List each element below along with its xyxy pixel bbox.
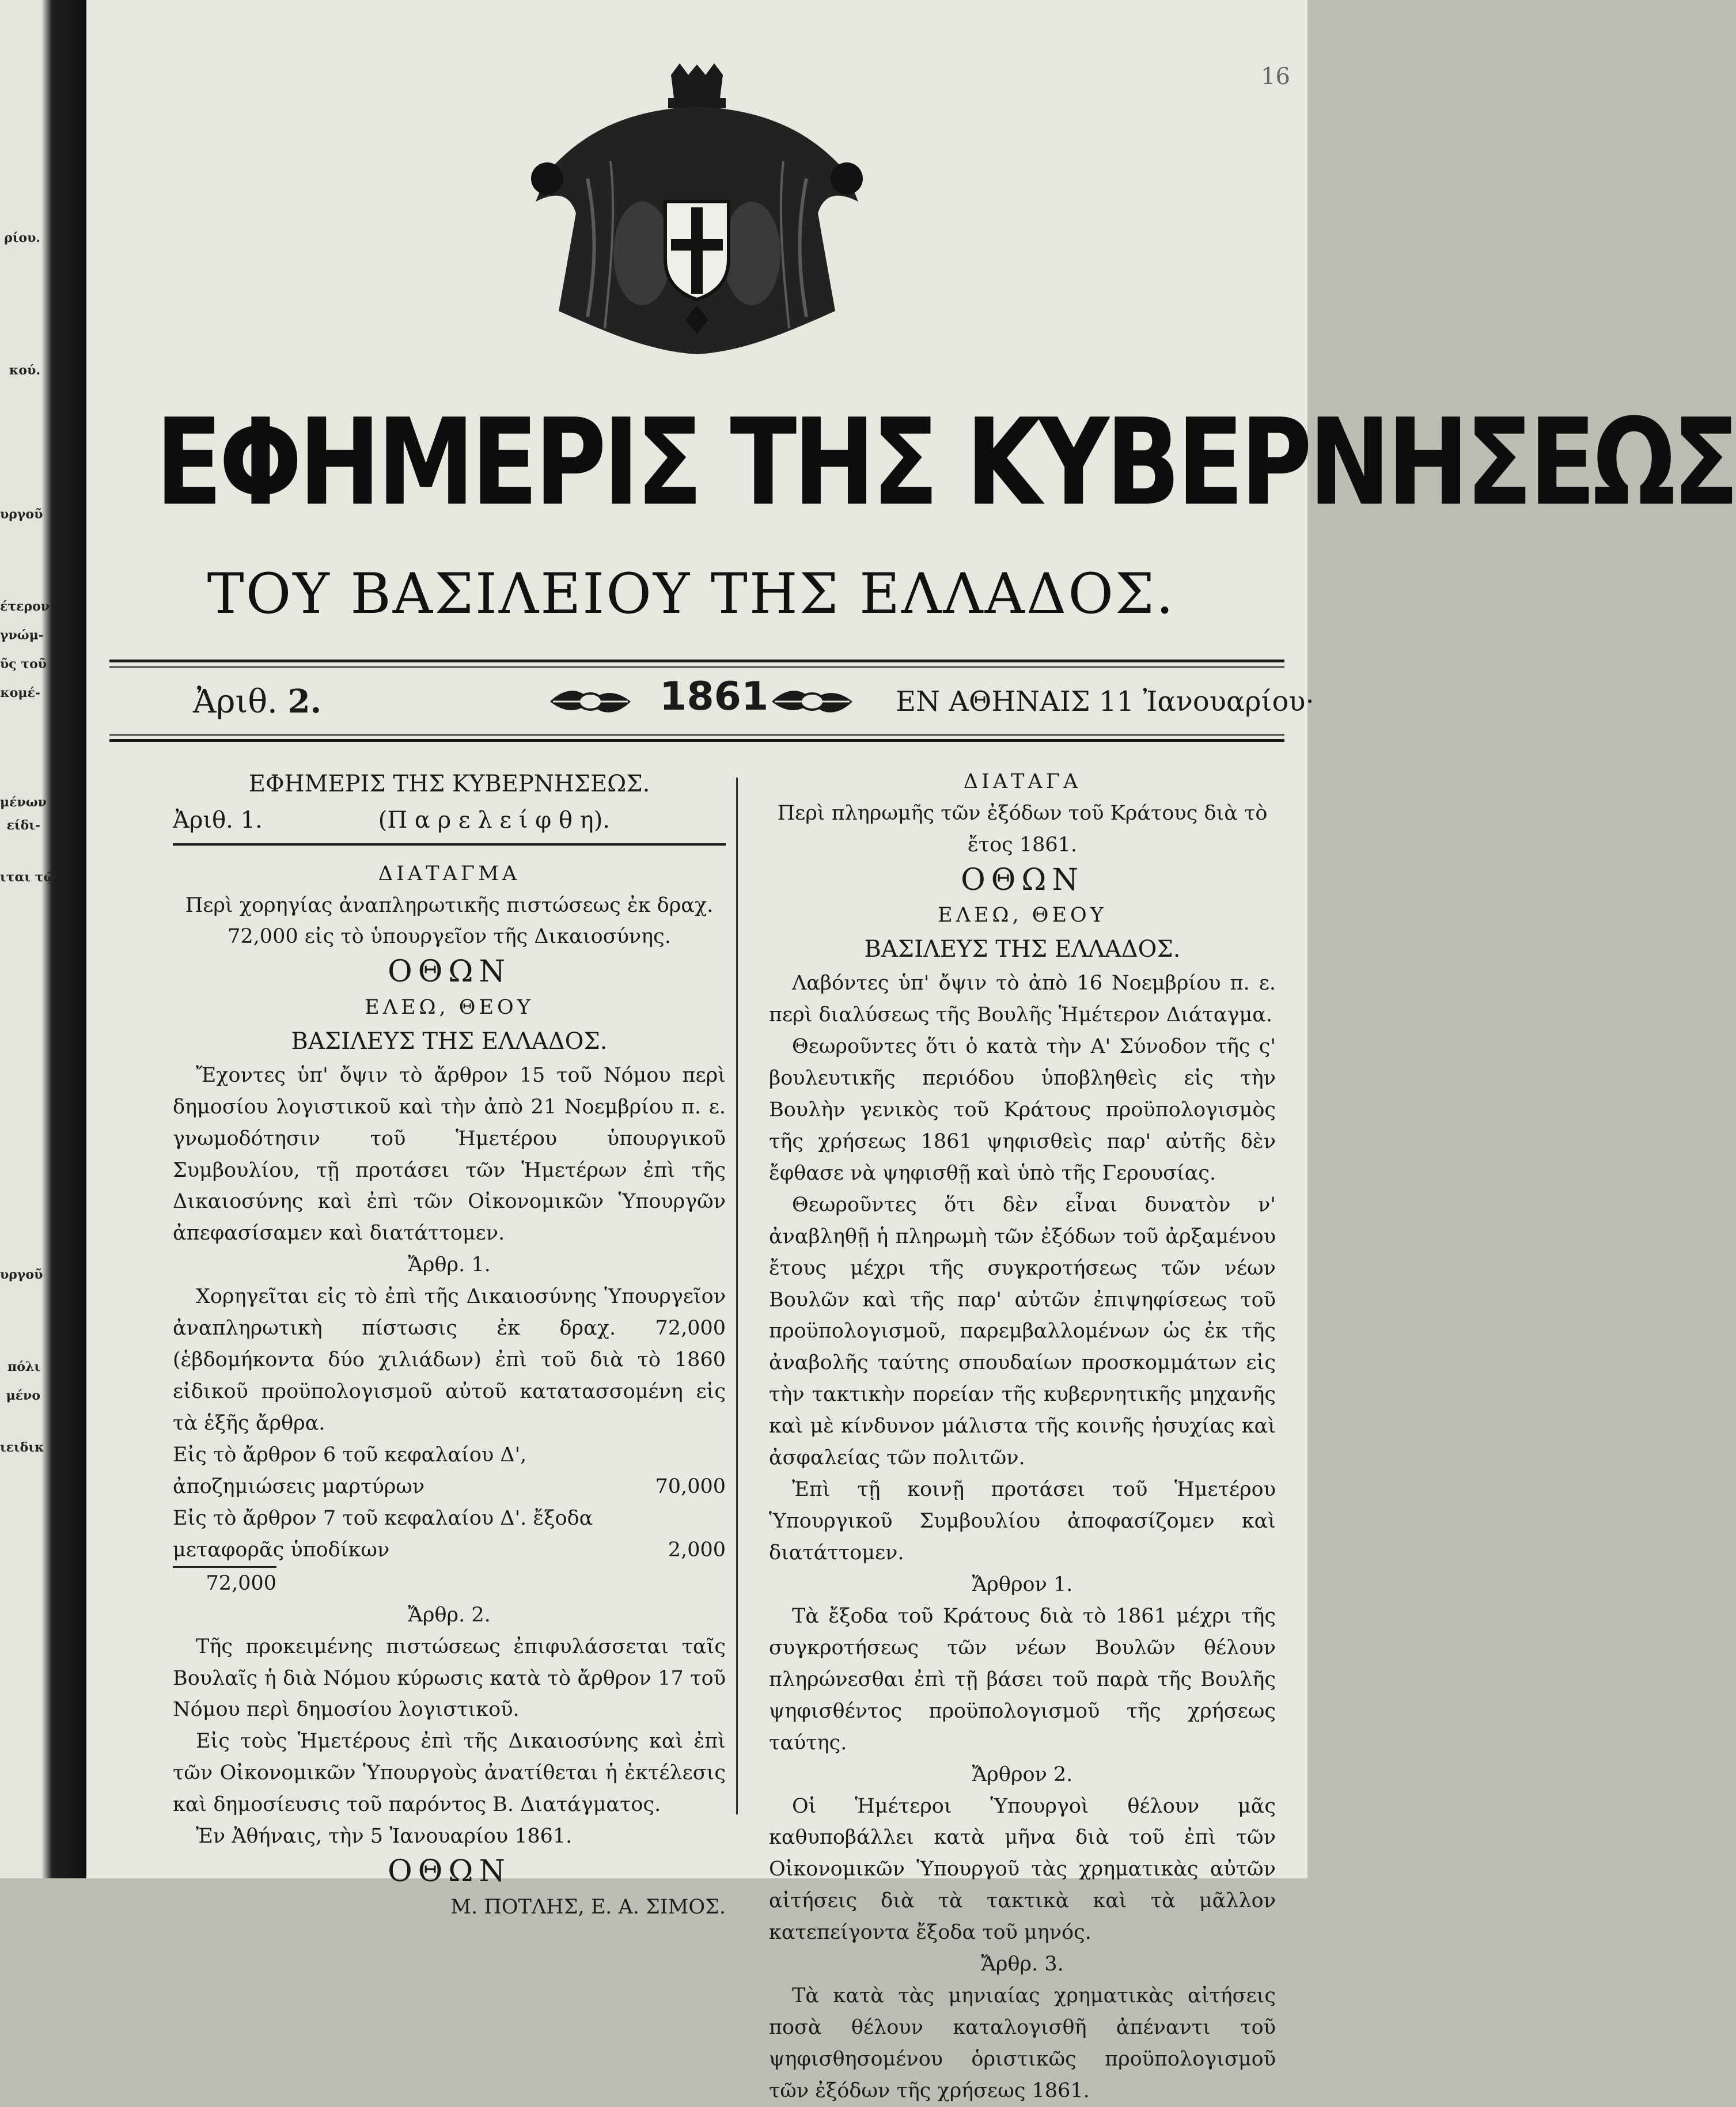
ornament-right-icon [769, 684, 855, 719]
ornament-left-icon [547, 684, 634, 719]
article-2-text: Τῆς προκειμένης πιστώσεως ἐπιφυλάσσεται ταῖς Βουλαῖς ἡ διὰ Νόμου κύρωσις κατὰ τὸ ἄρθρον 17 τοῦ Νόμου περὶ δημοσίου λογιστικοῦ. [173, 1635, 726, 1722]
article-1-text: Τὰ ἔξοδα τοῦ Κράτους διὰ τὸ 1861 μέχρι τῆς συγκροτήσεως τῶν νέων Βουλῶν θέλουν πληρώνεσθαι ἐπὶ τῇ βάσει τοῦ παρὰ τῆς Βουλῆς ψηφισθέντος προϋπολογισμοῦ τῆς χρήσεως ταύτης. [769, 1604, 1276, 1754]
right-column [769, 766, 1276, 2107]
issue-year: 1861 [659, 674, 769, 719]
royal-coat-of-arms-icon [524, 63, 870, 357]
margin-fragment: υργοῦ [0, 1267, 43, 1282]
budget-item [173, 1439, 726, 1503]
previous-issue-note: (Π α ρ ε λ ε ί φ θ η). [378, 806, 611, 833]
decree-subject: Περὶ χορηγίας ἀναπληρωτικῆς πιστώσεως ἐκ δραχ. 72,000 εἰς τὸ ὑπουργεῖον τῆς Δικαιοσύνης. [185, 893, 714, 949]
issue-date: ΕΝ ΑΘΗΝΑΙΣ 11 Ἰανουαρίου· [896, 685, 1314, 718]
grace-of-god: ΕΛΕΩ, ΘΕΟΥ [938, 904, 1107, 927]
decree-subject: Περὶ πληρωμῆς τῶν ἐξόδων τοῦ Κράτους διὰ τὸ ἔτος 1861. [777, 801, 1268, 857]
section-rule [173, 843, 726, 846]
margin-fragment: ῦς τοῦ [0, 657, 47, 672]
previous-issue-row [173, 802, 726, 839]
book-binding [0, 0, 86, 1878]
article-1-text: Χορηγεῖται εἰς τὸ ἐπὶ τῆς Δικαιοσύνης Ὑπουργεῖον ἀναπληρωτικὴ πίστωσις ἐκ δραχ. 72,000 (ἑβδομήκοντα δύο χιλιάδων) ἐπὶ τοῦ διὰ τὸ 1860 εἰδικοῦ προϋπολογισμοῦ αὐτοῦ κατατασσομένη εἰς τὰ ἑξῆς ἄρθρα. [173, 1285, 726, 1435]
place-date: Ἐν Ἀθήναις, τὴν 5 Ἰανουαρίου 1861. [196, 1825, 573, 1848]
margin-fragment: κομέ- [0, 685, 40, 700]
margin-fragment: υργοῦ [0, 507, 43, 522]
margin-fragment: είδι- [6, 818, 40, 833]
article-3-text: Τὰ κατὰ τὰς μηνιαίας χρηματικὰς αἰτήσεις ποσὰ θέλουν καταλογισθῆ ἀπέναντι τοῦ ψηφισθησομένου ὁριστικῶς προϋπολογισμοῦ τῶν ἐξόδων τῆς χρήσεως 1861. [769, 1984, 1276, 2102]
masthead-subtitle: ΤΟΥ ΒΑΣΙΛΕΙΟΥ ΤΗΣ ΕΛΛΑΔΟΣ. [207, 562, 1176, 626]
article-1-heading: Ἄρθρ. 1. [408, 1253, 491, 1277]
grace-of-god: ΕΛΕΩ, ΘΕΟΥ [365, 996, 534, 1019]
margin-fragment: ρίου. [4, 230, 40, 245]
previous-issue-title: ΕΦΗΜΕΡΙΣ ΤΗΣ ΚΥΒΕΡΝΗΣΕΩΣ. [248, 771, 650, 797]
margin-fragment: πόλι [7, 1359, 40, 1374]
issue-number [193, 683, 321, 721]
budget-item-text: Εἰς τὸ ἄρθρον 7 τοῦ κεφαλαίου Δ'. ἔξοδα μεταφορᾶς ὑποδίκων [173, 1506, 593, 1562]
paragraph: Ἐπὶ τῇ κοινῇ προτάσει τοῦ Ἡμετέρου Ὑπουργικοῦ Συμβουλίου ἀποφασίζομεν καὶ διατάττομεν. [769, 1478, 1276, 1565]
margin-fragment: ιειδικ [0, 1440, 44, 1455]
budget-item-text: Εἰς τὸ ἄρθρον 6 τοῦ κεφαλαίου Δ', ἀποζημιώσεις μαρτύρων [173, 1443, 527, 1498]
article-2-heading: Ἄρθρ. 2. [408, 1603, 491, 1627]
signature-king: ΟΘΩΝ [388, 1854, 511, 1889]
issue-number-value: 2. [287, 683, 322, 721]
margin-fragment: μένων [0, 795, 47, 810]
article-2-text: Οἱ Ἡμέτεροι Ὑπουργοὶ θέλουν μᾶς καθυποβάλλει κατὰ μῆνα διὰ τοῦ ἐπὶ τῶν Οἰκονομικῶν Ὑπουργοῦ τὰς χρηματικὰς αὐτῶν αἰτήσεις διὰ τὰ τακτικὰ καὶ τὰ μᾶλλον κατεπείγοντα ἔξοδα τοῦ μηνός. [769, 1794, 1276, 1945]
king-name: ΟΘΩΝ [388, 954, 511, 990]
newspaper-page [86, 0, 1736, 2102]
king-title: ΒΑΣΙΛΕΥΣ ΤΗΣ ΕΛΛΑΔΟΣ. [291, 1028, 608, 1055]
signature-ministers: Μ. ΠΟΤΛΗΣ, Ε. Α. ΣΙΜΟΣ. [450, 1895, 726, 1919]
top-rule-thin [109, 666, 1284, 668]
paragraph: Λαβόντες ὑπ' ὄψιν τὸ ἀπὸ 16 Νοεμβρίου π. ε. περὶ διαλύσεως τῆς Βουλῆς Ἡμέτερον Διάταγμα. [769, 972, 1276, 1027]
paragraph: Θεωροῦντες ὅτι ὁ κατὰ τὴν Α' Σύνοδον τῆς ς' βουλευτικῆς περιόδου ὑποβληθεὶς εἰς τὴν Βουλὴν γενικὸς τοῦ Κράτους προϋπολογισμὸς τῆς χρήσεως 1861 ψηφισθεὶς παρ' αὐτῆς δὲν ἔφθασε νὰ ψηφισθῇ καὶ ὑπὸ τῆς Γερουσίας. [769, 1035, 1276, 1185]
article-2-heading: Ἄρθρον 2. [972, 1763, 1073, 1786]
budget-item-amount: 70,000 [655, 1475, 726, 1498]
top-rule [109, 660, 1284, 662]
left-column [173, 766, 726, 1923]
issue-number-label: Ἀριθ. [193, 683, 278, 721]
page-number: 16 [1261, 63, 1290, 90]
margin-fragment: έτερον [0, 599, 50, 614]
issue-rule [109, 739, 1284, 742]
execution-clause: Εἰς τοὺς Ἡμετέρους ἐπὶ τῆς Δικαιοσύνης καὶ ἐπὶ τῶν Οἰκονομικῶν Ὑπουργοὺς ἀνατίθεται ἡ ἐκτέλεσις καὶ δημοσίευσις τοῦ παρόντος Β. Διατάγματος. [173, 1730, 726, 1817]
budget-total: 72,000 [173, 1566, 276, 1600]
decree-preamble: Ἔχοντες ὑπ' ὄψιν τὸ ἄρθρον 15 τοῦ Νόμου περὶ δημοσίου λογιστικοῦ καὶ τὴν ἀπὸ 21 Νοεμβρίου π. ε. γνωμοδότησιν τοῦ Ἡμετέρου ὑπουργικοῦ Συμβουλίου, τῇ προτάσει τῶν Ἡμετέρων ἐπὶ τῆς Δικαιοσύνης καὶ ἐπὶ τῶν Οἰκονομικῶν Ὑπουργῶν ἀπεφασίσαμεν καὶ διατάττομεν. [173, 1063, 726, 1245]
budget-item-amount: 2,000 [668, 1538, 726, 1562]
decree-heading: ΔΙΑΤΑΓΑ [963, 770, 1082, 793]
article-3-heading: Ἄρθρ. 3. [981, 1953, 1064, 1976]
previous-issue-number: Ἀριθ. 1. [173, 806, 263, 833]
margin-fragment: ιται τῷ [0, 870, 56, 885]
paragraph: Θεωροῦντες ὅτι δὲν εἶναι δυνατὸν ν' ἀναβληθῇ ἡ πληρωμὴ τῶν ἐξόδων τοῦ ἀρξαμένου ἔτους μέχρι τῆς συγκροτήσεως τῶν νέων Βουλῶν καὶ τῆς παρ' αὐτῶν ἐπιψηφίσεως τοῦ προϋπολογισμοῦ, παρεμβαλλομένων ὡς ἐκ τῆς ἀναβολῆς ταύτης σπουδαίων προσκομμάτων εἰς τὴν τακτικὴν πορείαν τῆς κυβερνητικῆς μηχανῆς καὶ μὲ κίνδυνον μάλιστα τῆς κοινῆς ἡσυχίας καὶ ἀσφαλείας τῶν πολιτῶν. [769, 1193, 1276, 1470]
article-1-heading: Ἄρθρον 1. [972, 1572, 1073, 1596]
margin-fragment: κού. [9, 363, 40, 378]
budget-item [173, 1503, 726, 1566]
margin-fragment: μένο [6, 1388, 40, 1403]
decree-heading: ΔΙΑΤΑΓΜΑ [378, 862, 521, 885]
king-title: ΒΑΣΙΛΕΥΣ ΤΗΣ ΕΛΛΑΔΟΣ. [864, 936, 1181, 963]
margin-fragment: γνώμ- [0, 628, 44, 643]
issue-rule-thin [109, 734, 1284, 736]
king-name: ΟΘΩΝ [961, 862, 1084, 897]
masthead-title: ΕΦΗΜΕΡΙΣ ΤΗΣ ΚΥΒΕΡΝΗΣΕΩΣ [156, 393, 1736, 533]
column-divider [736, 778, 738, 1814]
